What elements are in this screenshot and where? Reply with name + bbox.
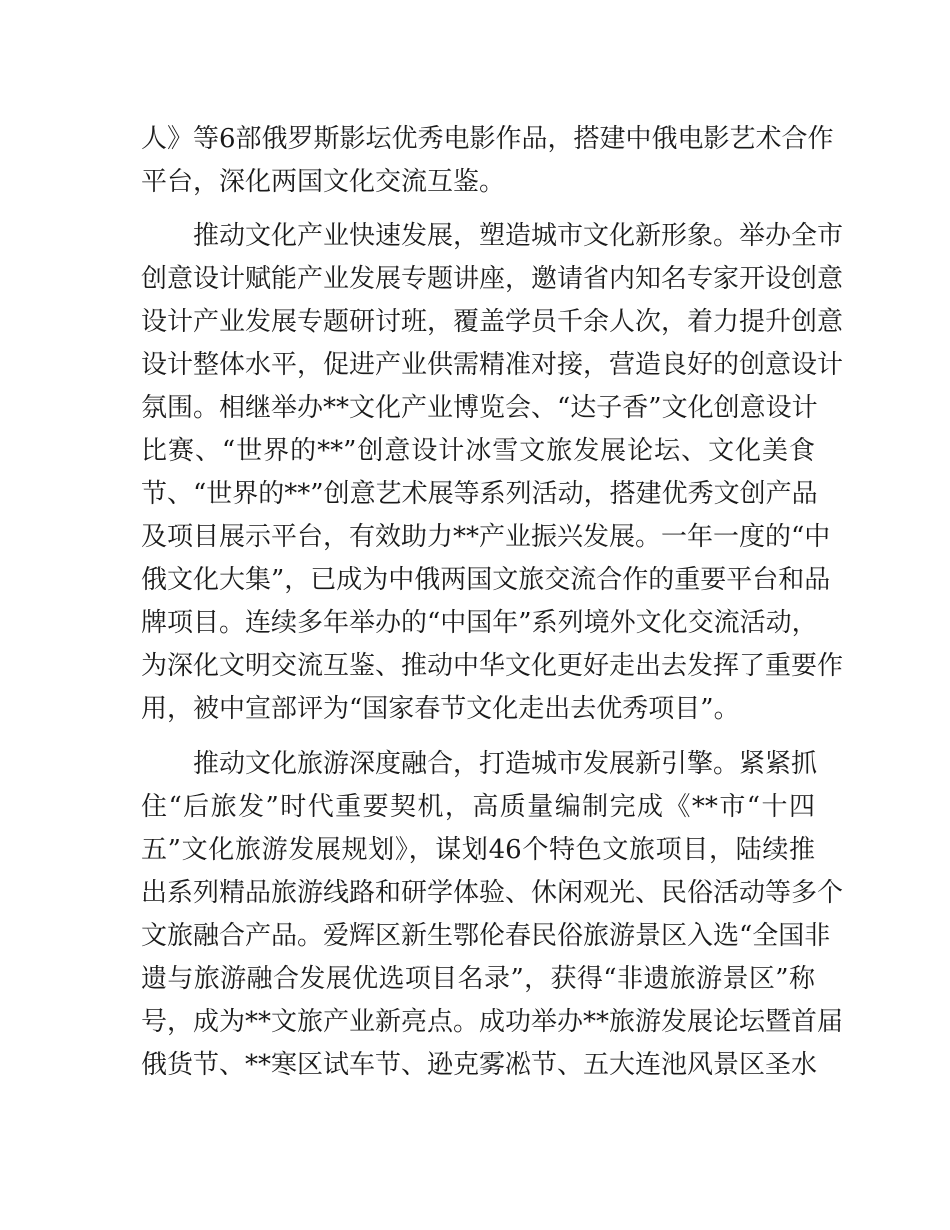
text-line: 住“后旅发”时代重要契机，高质量编制完成《**市“十四 xyxy=(141,792,815,822)
text-line: 推动文化产业快速发展，塑造城市文化新形象。举办全市 xyxy=(193,221,844,251)
text-line: 五”文化旅游发展规划》，谋划46个特色文旅项目，陆续推 xyxy=(141,835,815,865)
text-line: 创意设计赋能产业发展专题讲座，邀请省内知名专家开设创意 xyxy=(141,264,844,294)
text-line: 节、“世界的**”创意艺术展等系列活动，搭建优秀文创产品 xyxy=(141,479,818,509)
text-line: 牌项目。连续多年举办的“中国年”系列境外文化交流活动， xyxy=(141,608,818,638)
text-line: 推动文化旅游深度融合，打造城市发展新引擎。紧紧抓 xyxy=(193,749,818,779)
paragraph-0 xyxy=(141,118,834,204)
text-line: 平台，深化两国文化交流互鉴。 xyxy=(141,167,506,197)
text-line: 遗与旅游融合发展优选项目名录”，获得“非遗旅游景区”称 xyxy=(141,964,815,994)
text-line: 为深化文明交流互鉴、推动中华文化更好走出去发挥了重要作 xyxy=(141,651,844,681)
text-line: 氛围。相继举办**文化产业博览会、“达子香”文化创意设计 xyxy=(141,393,818,423)
text-line: 及项目展示平台，有效助力**产业振兴发展。一年一度的“中 xyxy=(141,522,831,552)
text-line: 设计产业发展专题研讨班，覆盖学员千余人次，着力提升创意 xyxy=(141,307,844,337)
text-line: 俄文化大集”，已成为中俄两国文旅交流合作的重要平台和品 xyxy=(141,565,831,595)
paragraph-2 xyxy=(141,743,844,1087)
text-line: 比赛、“世界的**”创意设计冰雪文旅发展论坛、文化美食 xyxy=(141,436,815,466)
text-line: 文旅融合产品。爱辉区新生鄂伦春民俗旅游景区入选“全国非 xyxy=(141,921,831,951)
paragraph-1 xyxy=(141,215,844,731)
text-line: 俄货节、**寒区试车节、逊克雾凇节、五大连池风景区圣水 xyxy=(141,1050,818,1080)
text-line: 号，成为**文旅产业新亮点。成功举办**旅游发展论坛暨首届 xyxy=(141,1007,844,1037)
text-line: 出系列精品旅游线路和研学体验、休闲观光、民俗活动等多个 xyxy=(141,878,844,908)
text-line: 用，被中宣部评为“国家春节文化走出去优秀项目”。 xyxy=(141,694,740,724)
text-line: 设计整体水平，促进产业供需精准对接，营造良好的创意设计 xyxy=(141,350,844,380)
text-line: 人》等6部俄罗斯影坛优秀电影作品，搭建中俄电影艺术合作 xyxy=(141,124,834,154)
